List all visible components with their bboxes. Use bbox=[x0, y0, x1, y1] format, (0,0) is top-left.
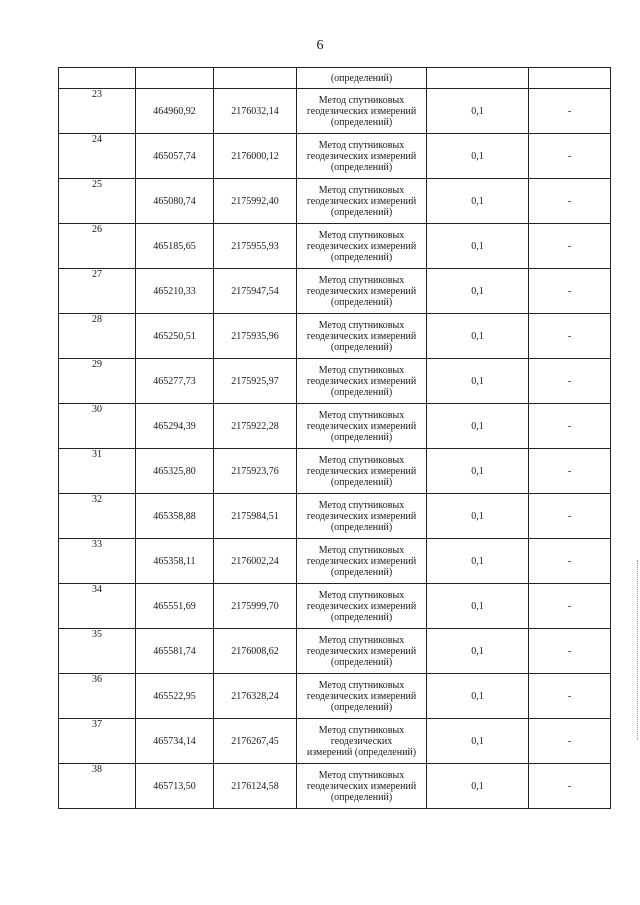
method-line: (определений) bbox=[330, 656, 393, 668]
method-line: Метод спутниковых bbox=[318, 184, 405, 196]
table-row bbox=[59, 584, 611, 629]
method-line: Метод спутниковых bbox=[318, 319, 405, 331]
continued-num-cell bbox=[59, 68, 136, 89]
table-row bbox=[59, 89, 611, 134]
method-line: (определений) bbox=[330, 701, 393, 713]
coordinates-table bbox=[58, 67, 611, 809]
note-cell: - bbox=[529, 224, 611, 269]
accuracy-cell: 0,1 bbox=[427, 764, 529, 809]
table-row bbox=[59, 449, 611, 494]
x-coordinate-cell: 465551,69 bbox=[136, 584, 214, 629]
method-line: (определений) bbox=[330, 611, 393, 623]
method-cell bbox=[297, 314, 427, 359]
y-coordinate-cell: 2175984,51 bbox=[214, 494, 297, 539]
accuracy-cell: 0,1 bbox=[427, 494, 529, 539]
accuracy-cell: 0,1 bbox=[427, 134, 529, 179]
method-line: Метод спутниковых bbox=[318, 769, 405, 781]
x-coordinate-cell: 465522,95 bbox=[136, 674, 214, 719]
method-line: Метод спутниковых bbox=[318, 229, 405, 241]
method-line: геодезических измерений bbox=[306, 690, 417, 702]
method-cell bbox=[297, 764, 427, 809]
method-cell bbox=[297, 719, 427, 764]
point-number-cell: 25 bbox=[59, 179, 136, 224]
point-number-cell: 34 bbox=[59, 584, 136, 629]
method-line: геодезических измерений bbox=[306, 240, 417, 252]
table-row bbox=[59, 764, 611, 809]
method-line: (определений) bbox=[330, 296, 393, 308]
point-number-cell: 26 bbox=[59, 224, 136, 269]
method-cell bbox=[297, 179, 427, 224]
continued-row bbox=[59, 68, 611, 89]
scan-edge-mark bbox=[635, 560, 638, 740]
method-line: геодезических bbox=[330, 735, 393, 747]
accuracy-cell: 0,1 bbox=[427, 674, 529, 719]
method-line: геодезических измерений bbox=[306, 105, 417, 117]
continued-accuracy-cell bbox=[427, 68, 529, 89]
method-line: геодезических измерений bbox=[306, 465, 417, 477]
x-coordinate-cell: 464960,92 bbox=[136, 89, 214, 134]
method-line: геодезических измерений bbox=[306, 555, 417, 567]
note-cell: - bbox=[529, 494, 611, 539]
note-cell: - bbox=[529, 359, 611, 404]
note-cell: - bbox=[529, 89, 611, 134]
table-row bbox=[59, 314, 611, 359]
method-cell bbox=[297, 89, 427, 134]
method-line: (определений) bbox=[330, 206, 393, 218]
y-coordinate-cell: 2176328,24 bbox=[214, 674, 297, 719]
y-coordinate-cell: 2176124,58 bbox=[214, 764, 297, 809]
table-row bbox=[59, 269, 611, 314]
accuracy-cell: 0,1 bbox=[427, 629, 529, 674]
point-number-cell: 24 bbox=[59, 134, 136, 179]
method-line: геодезических измерений bbox=[306, 150, 417, 162]
table-row bbox=[59, 359, 611, 404]
x-coordinate-cell: 465581,74 bbox=[136, 629, 214, 674]
continued-method-cell: (определений) bbox=[297, 68, 427, 89]
method-line: измерений (определений) bbox=[306, 746, 417, 758]
y-coordinate-cell: 2175999,70 bbox=[214, 584, 297, 629]
x-coordinate-cell: 465080,74 bbox=[136, 179, 214, 224]
accuracy-cell: 0,1 bbox=[427, 314, 529, 359]
method-line: (определений) bbox=[330, 476, 393, 488]
note-cell: - bbox=[529, 719, 611, 764]
note-cell: - bbox=[529, 764, 611, 809]
table-row bbox=[59, 134, 611, 179]
table-row bbox=[59, 179, 611, 224]
y-coordinate-cell: 2176002,24 bbox=[214, 539, 297, 584]
method-line: Метод спутниковых bbox=[318, 274, 405, 286]
note-cell: - bbox=[529, 314, 611, 359]
point-number-cell: 29 bbox=[59, 359, 136, 404]
method-line: (определений) bbox=[330, 566, 393, 578]
method-line: геодезических измерений bbox=[306, 420, 417, 432]
table-row bbox=[59, 674, 611, 719]
method-cell bbox=[297, 359, 427, 404]
note-cell: - bbox=[529, 269, 611, 314]
accuracy-cell: 0,1 bbox=[427, 449, 529, 494]
x-coordinate-cell: 465713,50 bbox=[136, 764, 214, 809]
method-cell bbox=[297, 134, 427, 179]
method-line: Метод спутниковых bbox=[318, 409, 405, 421]
method-line: геодезических измерений bbox=[306, 285, 417, 297]
coordinates-table-body bbox=[59, 68, 611, 809]
method-cell bbox=[297, 674, 427, 719]
accuracy-cell: 0,1 bbox=[427, 224, 529, 269]
y-coordinate-cell: 2175923,76 bbox=[214, 449, 297, 494]
method-line: Метод спутниковых bbox=[318, 589, 405, 601]
y-coordinate-cell: 2176008,62 bbox=[214, 629, 297, 674]
point-number-cell: 37 bbox=[59, 719, 136, 764]
table-row bbox=[59, 629, 611, 674]
point-number-cell: 28 bbox=[59, 314, 136, 359]
accuracy-cell: 0,1 bbox=[427, 539, 529, 584]
accuracy-cell: 0,1 bbox=[427, 179, 529, 224]
x-coordinate-cell: 465210,33 bbox=[136, 269, 214, 314]
method-line: геодезических измерений bbox=[306, 645, 417, 657]
method-line: Метод спутниковых bbox=[318, 724, 405, 736]
point-number-cell: 38 bbox=[59, 764, 136, 809]
x-coordinate-cell: 465277,73 bbox=[136, 359, 214, 404]
method-line: Метод спутниковых bbox=[318, 94, 405, 106]
table-row bbox=[59, 224, 611, 269]
method-line: (определений) bbox=[330, 431, 393, 443]
point-number-cell: 31 bbox=[59, 449, 136, 494]
accuracy-cell: 0,1 bbox=[427, 404, 529, 449]
table-row bbox=[59, 719, 611, 764]
y-coordinate-cell: 2175992,40 bbox=[214, 179, 297, 224]
x-coordinate-cell: 465250,51 bbox=[136, 314, 214, 359]
method-line: геодезических измерений bbox=[306, 600, 417, 612]
method-line: (определений) bbox=[330, 161, 393, 173]
note-cell: - bbox=[529, 179, 611, 224]
method-line: Метод спутниковых bbox=[318, 139, 405, 151]
x-coordinate-cell: 465734,14 bbox=[136, 719, 214, 764]
table-row bbox=[59, 404, 611, 449]
note-cell: - bbox=[529, 674, 611, 719]
method-cell bbox=[297, 269, 427, 314]
method-line: Метод спутниковых bbox=[318, 454, 405, 466]
x-coordinate-cell: 465358,88 bbox=[136, 494, 214, 539]
method-cell bbox=[297, 404, 427, 449]
point-number-cell: 27 bbox=[59, 269, 136, 314]
note-cell: - bbox=[529, 539, 611, 584]
point-number-cell: 23 bbox=[59, 89, 136, 134]
method-cell bbox=[297, 539, 427, 584]
method-cell bbox=[297, 224, 427, 269]
note-cell: - bbox=[529, 449, 611, 494]
note-cell: - bbox=[529, 404, 611, 449]
continued-y-cell bbox=[214, 68, 297, 89]
y-coordinate-cell: 2175955,93 bbox=[214, 224, 297, 269]
point-number-cell: 36 bbox=[59, 674, 136, 719]
accuracy-cell: 0,1 bbox=[427, 719, 529, 764]
method-cell bbox=[297, 629, 427, 674]
note-cell: - bbox=[529, 584, 611, 629]
method-cell bbox=[297, 449, 427, 494]
method-cell bbox=[297, 584, 427, 629]
point-number-cell: 30 bbox=[59, 404, 136, 449]
y-coordinate-cell: 2175947,54 bbox=[214, 269, 297, 314]
method-line: геодезических измерений bbox=[306, 195, 417, 207]
method-line: Метод спутниковых bbox=[318, 634, 405, 646]
accuracy-cell: 0,1 bbox=[427, 269, 529, 314]
point-number-cell: 35 bbox=[59, 629, 136, 674]
y-coordinate-cell: 2176267,45 bbox=[214, 719, 297, 764]
accuracy-cell: 0,1 bbox=[427, 89, 529, 134]
method-line: (определений) bbox=[330, 341, 393, 353]
method-cell bbox=[297, 494, 427, 539]
method-line: (определений) bbox=[330, 251, 393, 263]
x-coordinate-cell: 465057,74 bbox=[136, 134, 214, 179]
method-line: Метод спутниковых bbox=[318, 544, 405, 556]
y-coordinate-cell: 2176032,14 bbox=[214, 89, 297, 134]
y-coordinate-cell: 2175935,96 bbox=[214, 314, 297, 359]
continued-x-cell bbox=[136, 68, 214, 89]
point-number-cell: 33 bbox=[59, 539, 136, 584]
accuracy-cell: 0,1 bbox=[427, 584, 529, 629]
method-line: Метод спутниковых bbox=[318, 499, 405, 511]
x-coordinate-cell: 465325,80 bbox=[136, 449, 214, 494]
x-coordinate-cell: 465185,65 bbox=[136, 224, 214, 269]
table-row bbox=[59, 494, 611, 539]
method-line: геодезических измерений bbox=[306, 780, 417, 792]
point-number-cell: 32 bbox=[59, 494, 136, 539]
accuracy-cell: 0,1 bbox=[427, 359, 529, 404]
method-line: (определений) bbox=[330, 386, 393, 398]
method-line: (определений) bbox=[330, 521, 393, 533]
note-cell: - bbox=[529, 134, 611, 179]
method-line: (определений) bbox=[330, 116, 393, 128]
y-coordinate-cell: 2176000,12 bbox=[214, 134, 297, 179]
method-line: геодезических измерений bbox=[306, 330, 417, 342]
page-number: 6 bbox=[316, 38, 324, 53]
y-coordinate-cell: 2175925,97 bbox=[214, 359, 297, 404]
note-cell: - bbox=[529, 629, 611, 674]
method-line: геодезических измерений bbox=[306, 510, 417, 522]
method-line: Метод спутниковых bbox=[318, 679, 405, 691]
continued-note-cell bbox=[529, 68, 611, 89]
method-line: (определений) bbox=[330, 791, 393, 803]
y-coordinate-cell: 2175922,28 bbox=[214, 404, 297, 449]
table-row bbox=[59, 539, 611, 584]
method-line: геодезических измерений bbox=[306, 375, 417, 387]
x-coordinate-cell: 465358,11 bbox=[136, 539, 214, 584]
x-coordinate-cell: 465294,39 bbox=[136, 404, 214, 449]
method-line: Метод спутниковых bbox=[318, 364, 405, 376]
